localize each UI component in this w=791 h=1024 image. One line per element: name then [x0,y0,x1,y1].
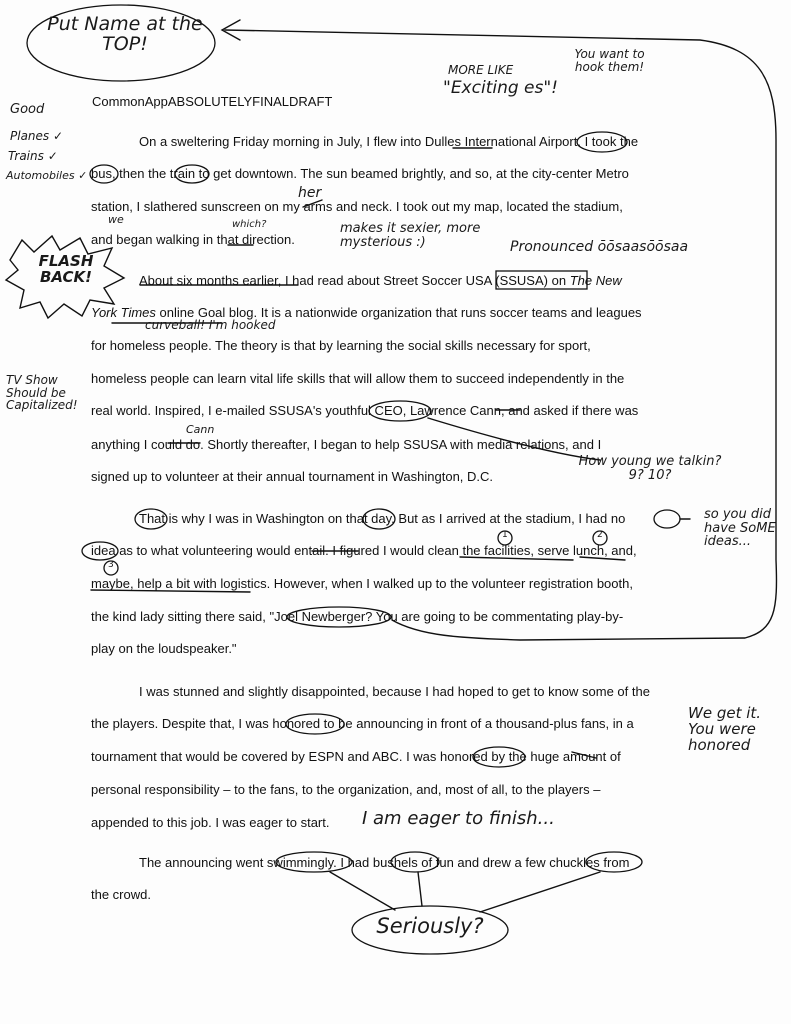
text-line [139,273,622,289]
text-line: bus, then the train to get downtown. The sun beamed brightly, and so, at the city-center Metro [91,166,629,181]
text-line: homeless people can learn vital life skills that will allow them to succeed independently in the [91,371,625,386]
text-segment-italic: York Times [91,305,156,320]
line-swimmingly [330,872,395,910]
seriously-annotation: Seriously? [376,914,484,938]
eager-finish-annotation: I am eager to finish... [362,808,555,829]
text-line: On a sweltering Friday morning in July, I flew into Dulles International Airport. I took the [139,134,639,149]
automobiles-annotation: Automobiles ✓ [6,169,88,182]
text-line: maybe, help a bit with logistics. However, when I walked up to the volunteer registration booth, [91,576,633,591]
pronounced-annotation: Pronounced ōōsaasōōsaa [510,239,689,255]
text-line: play on the loudspeaker." [91,641,237,656]
how-young-annotation: How young we talkin? 9? 10? [578,454,722,483]
flashback-annotation: FLASH BACK! [38,252,94,286]
text-line [91,305,642,321]
hook-annotation: You want to hook them! [574,47,645,74]
text-segment: About six months earlier, I had read about Street Soccer USA (SSUSA) on [139,273,567,288]
text-line: signed up to volunteer at their annual tournament in Washington, D.C. [91,469,494,484]
num-3-label: 3 [108,560,114,570]
we-get-it-annotation: We get it. You were honored [688,704,762,754]
line-bushels [418,872,422,906]
sexier-annotation: makes it sexier, more mysterious :) [340,221,481,250]
text-line: the crowd. [91,887,151,902]
document-header: CommonAppABSOLUTELYFINALDRAFT [92,94,333,109]
curveball-annotation: curveball! I'm hooked [145,318,276,332]
text-line: personal responsibility – to the fans, to the organization, and, most of all, to the players – [91,782,601,797]
text-line: That is why I was in Washington on that day. But as I arrived at the stadium, I had no [139,511,626,526]
num-2-label: 2 [597,530,603,540]
more-like-annotation: MORE LIKE [448,63,514,77]
tv-show-annotation: TV Show Should be Capitalized! [6,373,78,413]
text-segment: online Goal blog. It is a nationwide organization that runs soccer teams and leagues [159,305,642,320]
text-segment-italic: The New [569,273,622,288]
text-line: the players. Despite that, I was honored to be announcing in front of a thousand-plus fans, in a [91,716,634,731]
planes-annotation: Planes ✓ [10,129,64,143]
text-line: idea as to what volunteering would entail. I figured I would clean the facilities, serve lunch, and, [91,543,637,558]
trains-annotation: Trains ✓ [8,149,58,163]
text-line: I was stunned and slightly disappointed, because I had hoped to get to know some of the [139,684,650,699]
circle-no [654,510,680,528]
text-line: real world. Inspired, I e-mailed SSUSA's youthful CEO, Lawrence Cann, and asked if there was [91,403,639,418]
text-line: and began walking in that direction. [91,232,295,247]
text-line: the kind lady sitting there said, "Joel Newberger? You are going to be commentating play-by- [91,609,624,624]
num-1-label: 1 [502,530,508,540]
text-line: appended to this job. I was eager to start. [91,815,330,830]
excitinges-annotation: "Exciting es"! [443,78,558,98]
text-line: The announcing went swimmingly. I had bushels of fun and drew a few chuckles from [139,855,630,870]
text-line: station, I slathered sunscreen on my arms and neck. I took out my map, located the stadium, [91,199,623,214]
text-line: for homeless people. The theory is that by learning the social skills necessary for sport, [91,338,591,353]
text-line: tournament that would be covered by ESPN and ABC. I was honored by the huge amount of [91,749,621,764]
her-annotation: her [298,185,322,201]
cann-annotation: Cann [186,423,215,436]
put-name-annotation: Put Name at the TOP! [47,13,203,55]
good-annotation: Good [10,102,45,117]
which-annotation: which? [232,219,267,230]
arrow-head-top [222,20,240,40]
some-ideas-annotation: so you did have SoME ideas... [704,507,776,550]
line-chuckles [480,872,600,912]
text-line: anything I could do. Shortly thereafter, I began to help SSUSA with media relations, and I [91,437,602,452]
we-annotation: we [108,213,124,226]
